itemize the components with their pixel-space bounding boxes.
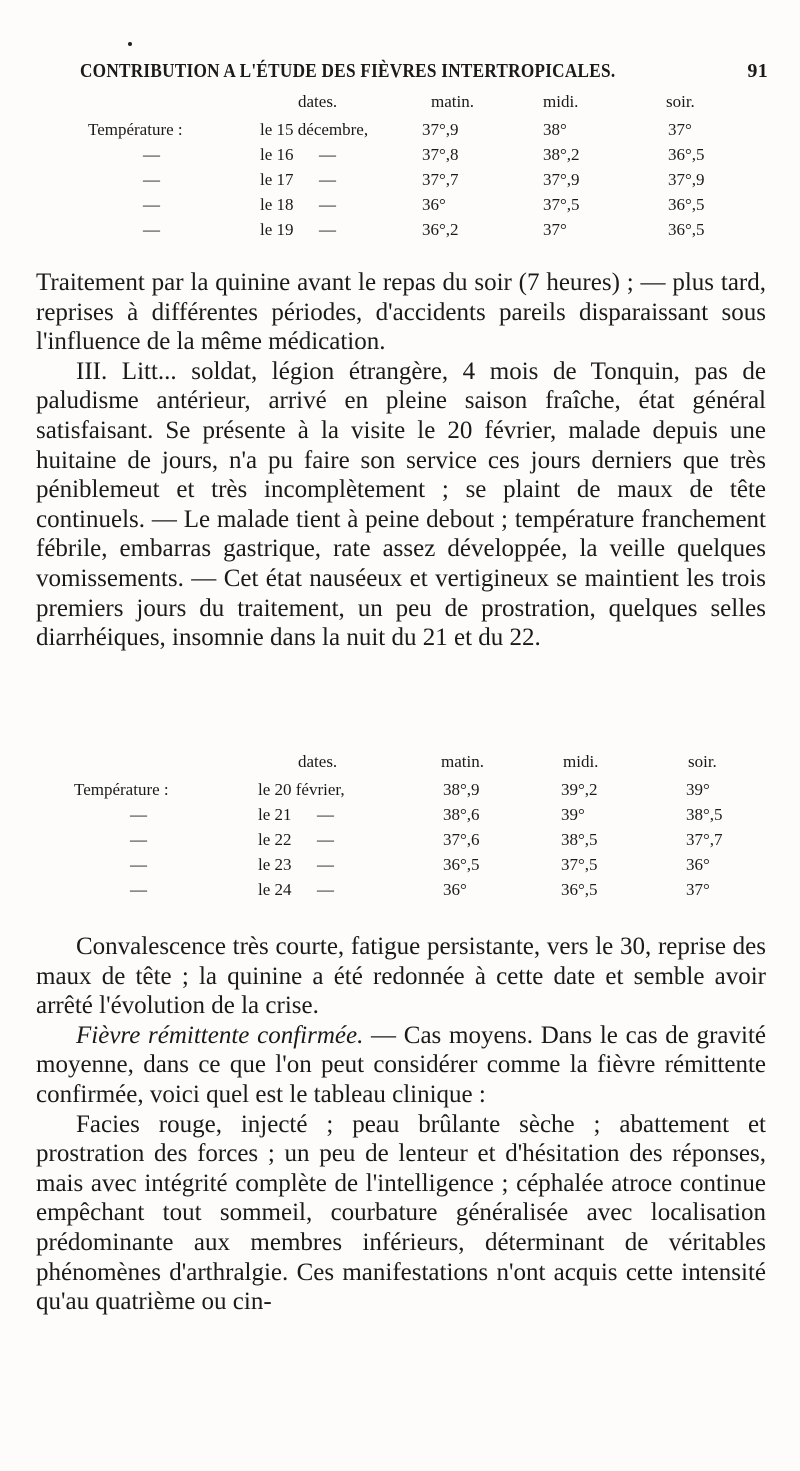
col-matin: matin. [431,92,474,111]
col-midi: midi. [543,92,579,111]
paragraph: Traitement par la quinine avant le repas du soir (7 heures) ; — plus tard, reprises à différentes périodes, d'accidents pareils disparaissant sous l'influence de la même médication. [36,269,766,356]
body-text-1 [36,268,766,653]
ink-speck [128,42,132,46]
paragraph: III. Litt... soldat, légion étrangère, 4 mois de Tonquin, pas de paludisme antérieur, arrivé en pleine saison fraîche, état général satisfaisant. Se présente à la visite le 20 février, malade depuis une huitaine de jours, n'a pu faire son service ces jours derniers que très péniblemeut et très incomplètement ; se plaint de maux de tête continuels. — Le malade tient à peine debout ; température franchement fébrile, embarras gastrique, rate assez développée, la veille quelques vomissements. — Cet état nauséeux et vertigineux se maintient les trois premiers jours du traitement, un peu de prostration, quelques selles diarrhéiques, insomnie dans la nuit du 21 et du 22. [36,357,766,652]
table-row: Température : le 15 décembre, 37°,9 38° 37° [88,120,692,139]
table-row: — le 21 — 38°,6 39° 38°,5 [130,805,723,824]
table-row: — le 17 — 37°,7 37°,9 37°,9 [143,170,705,189]
col-soir: soir. [688,752,717,771]
col-dates: dates. [298,752,338,771]
col-midi: midi. [563,752,599,771]
paragraph: Facies rouge, injecté ; peau brûlante sèche ; abattement et prostration des forces ; un peu de lenteur et d'hésitation des réponses, mais avec intégrité complète de l'intelligence ; céphalée atroce continue empêchant tout sommeil, courbature généralisée avec localisation prédominante aux membres inférieurs, déterminant de véritables phénomènes d'arthralgie. Ces manifestations n'ont acquis cette intensité qu'au quatrième ou cin- [36,1110,766,1316]
table-row: Température : le 20 février, 38°,9 39°,2 39° [74,780,710,799]
table-header-row [0,752,800,776]
paragraph [36,1021,766,1110]
table-row: — le 18 — 36° 37°,5 36°,5 [143,195,705,214]
table-row: — le 16 — 37°,8 38°,2 36°,5 [143,145,705,164]
col-matin: matin. [441,752,484,771]
section-heading-italic: Fièvre rémittente confirmée. [76,1021,364,1049]
page-number: 91 [747,60,768,82]
table-row: — le 23 — 36°,5 37°,5 36° [130,855,710,874]
table-row: — le 19 — 36°,2 37° 36°,5 [143,220,705,239]
table-row: — le 22 — 37°,6 38°,5 37°,7 [130,830,723,849]
paragraph: Convalescence très courte, fatigue persistante, vers le 30, reprise des maux de tête ; la quinine a été redonnée à cette date et semble avoir arrêté l'évolution de la crise. [36,933,766,1020]
paragraph-rest: — Cas moyens. Dans le cas de gravité moyenne, dans ce que l'on peut considérer comme la fièvre rémittente confirmée, voici quel est le tableau clinique : [36,1021,766,1108]
table-row: — le 24 — 36° 36°,5 37° [130,880,710,899]
table-header-row [0,92,800,116]
running-title: CONTRIBUTION A L'ÉTUDE DES FIÈVRES INTERTROPICALES. [80,60,616,82]
col-dates: dates. [298,92,338,111]
col-soir: soir. [666,92,695,111]
body-text-2 [36,932,766,1317]
